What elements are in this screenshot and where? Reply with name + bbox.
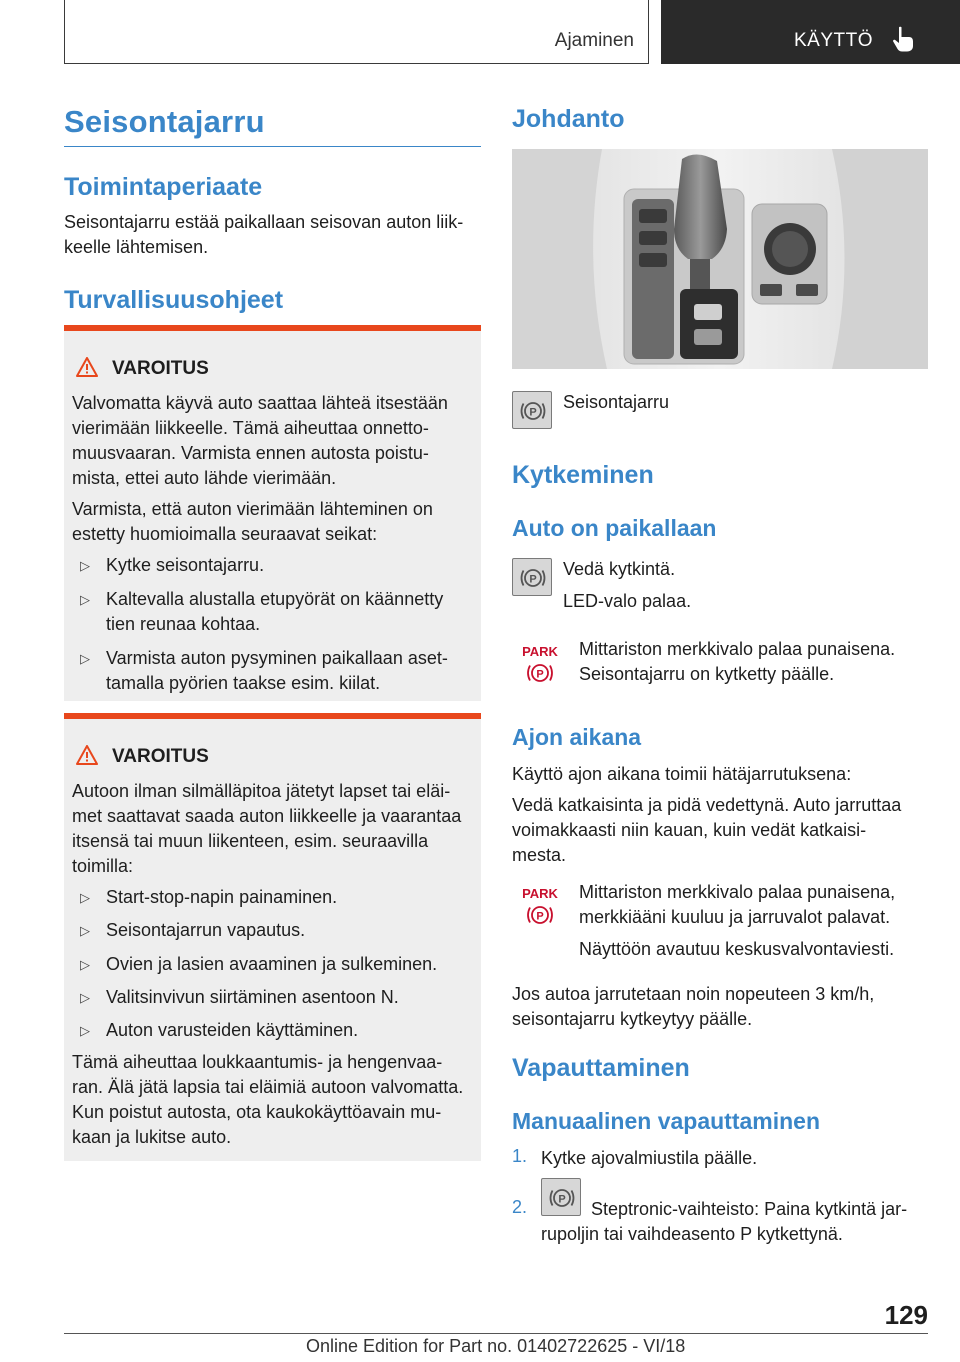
bullet-triangle-icon: ▷ <box>80 890 90 905</box>
warning-triangle-icon <box>76 745 98 765</box>
bullet-triangle-icon: ▷ <box>80 990 90 1005</box>
parking-brake-button-icon <box>512 391 552 429</box>
warning-2-line: itsensä tai muun liikenteen, esim. seuraavilla <box>72 831 429 851</box>
warning-1-title: VAROITUS <box>112 358 209 379</box>
warning-1-line: muusvaaran. Varmista ennen autosta poistu- <box>72 443 429 463</box>
step-2-line: rupoljin tai vaihdeasento P kytkettynä. <box>541 1224 843 1244</box>
list-item-text: Ovien ja lasien avaaminen ja sulkeminen. <box>106 954 438 974</box>
warning-2-line: toimilla: <box>72 856 134 876</box>
list-item-text: Auton varusteiden käyttäminen. <box>106 1020 359 1040</box>
warning-2-title: VAROITUS <box>112 746 209 767</box>
warning-1-line: estetty huomioimalla seuraavat seikat: <box>72 524 378 544</box>
list-item-text: Seisontajarrun vapautus. <box>106 920 306 940</box>
intro-heading: Johdanto <box>512 105 625 133</box>
list-item-text: Kytke seisontajarru. <box>106 555 265 575</box>
warning-1-line: vierimään liikkeelle. Tämä aiheuttaa onnetto- <box>72 418 429 438</box>
warning-triangle-icon <box>76 357 98 377</box>
photo-caption: Seisontajarru <box>563 392 670 412</box>
engage-heading: Kytkeminen <box>512 461 654 489</box>
step-2-line: Steptronic-vaihteisto: Paina kytkintä jar- <box>591 1199 908 1219</box>
bullet-triangle-icon: ▷ <box>80 923 90 938</box>
warning-2-line: Autoon ilman silmälläpitoa jätetyt lapset tai eläi- <box>72 781 451 801</box>
pointing-hand-icon <box>892 26 914 52</box>
list-item-text: Kaltevalla alustalla etupyörät on käännetty <box>106 589 444 609</box>
release-heading: Vapauttaminen <box>512 1054 690 1082</box>
footer-divider <box>64 1333 928 1334</box>
park-text-1-line: Mittariston merkkivalo palaa punaisena. <box>579 639 896 659</box>
park-indicator-icon <box>520 884 560 932</box>
page-number: 129 <box>884 1300 928 1330</box>
svg-text:P: P <box>558 1193 566 1206</box>
stationary-heading: Auto on paikallaan <box>512 515 717 541</box>
stationary-line-1: Vedä kytkintä. <box>563 559 676 579</box>
park-text-3: Näyttöön avautuu keskusvalvontaviesti. <box>579 939 895 959</box>
warning-1-line: Valvomatta käyvä auto saattaa lähteä itsestään <box>72 393 448 413</box>
center-console-illustration <box>512 149 928 369</box>
manual-release-heading: Manuaalinen vapauttaminen <box>512 1108 821 1134</box>
driving-text-2-line: voimakkaasti niin kauan, kuin vedät katkaisi- <box>512 820 867 840</box>
park-text-2-line: Mittariston merkkivalo palaa punaisena, <box>579 882 896 902</box>
warning-box-2 <box>64 713 481 1161</box>
svg-text:P: P <box>536 668 544 681</box>
park-indicator-icon <box>520 642 560 690</box>
header-chapter-label: KÄYTTÖ <box>794 30 874 51</box>
warning-2-line: kaan ja lukitse auto. <box>72 1127 232 1147</box>
principle-heading: Toimintaperiaate <box>64 173 263 201</box>
bullet-triangle-icon: ▷ <box>80 558 90 573</box>
title-divider <box>64 146 481 147</box>
safety-heading: Turvallisuusohjeet <box>64 286 284 314</box>
bullet-triangle-icon: ▷ <box>80 592 90 607</box>
step-1-text: Kytke ajovalmiustila päälle. <box>541 1148 758 1168</box>
step-number: 2. <box>512 1197 528 1217</box>
footer-edition: Online Edition for Part no. 01402722625 - VI/18 <box>306 1336 686 1356</box>
park-text-2-line: merkkiääni kuuluu ja jarruvalot palavat. <box>579 907 891 927</box>
list-item-text: tamalla pyörien taakse esim. kiilat. <box>106 673 381 693</box>
list-item-text: Valitsinvivun siirtäminen asentoon N. <box>106 987 399 1007</box>
warning-1-line: mista, ettei auto lähde vierimään. <box>72 468 337 488</box>
warning-1-line: Varmista, että auton vierimään lähteminen on <box>72 499 433 519</box>
svg-text:P: P <box>536 910 544 923</box>
principle-line-2: keelle lähtemisen. <box>64 237 209 257</box>
header-section-tab <box>64 0 649 64</box>
driving-text-1: Käyttö ajon aikana toimii hätäjarrutuksena: <box>512 764 852 784</box>
principle-line-1: Seisontajarru estää paikallaan seisovan auton liik- <box>64 212 464 232</box>
park-text-1-line: Seisontajarru on kytketty päälle. <box>579 664 835 684</box>
driving-heading: Ajon aikana <box>512 724 642 750</box>
parking-brake-photo <box>512 149 928 369</box>
driving-text-2-line: mesta. <box>512 845 567 865</box>
bullet-triangle-icon: ▷ <box>80 651 90 666</box>
header-chapter-tab <box>661 0 960 64</box>
warning-box-1 <box>64 325 481 701</box>
speed-text-line: seisontajarru kytkeytyy päälle. <box>512 1009 753 1029</box>
parking-brake-button-icon <box>541 1178 581 1216</box>
stationary-line-2: LED-valo palaa. <box>563 591 692 611</box>
list-item-text: tien reunaa kohtaa. <box>106 614 261 634</box>
warning-2-line: Kun poistut autosta, ota kaukokäyttöavain mu- <box>72 1102 442 1122</box>
svg-text:PARK: PARK <box>522 886 558 901</box>
warning-2-line: Tämä aiheuttaa loukkaantumis- ja hengenvaa- <box>72 1052 443 1072</box>
svg-text:P: P <box>529 573 537 586</box>
driving-text-2-line: Vedä katkaisinta ja pidä vedettynä. Auto jarruttaa <box>512 795 902 815</box>
step-number: 1. <box>512 1146 528 1166</box>
list-item-text: Varmista auton pysyminen paikallaan aset- <box>106 648 448 668</box>
header-section-label: Ajaminen <box>554 30 634 51</box>
list-item-text: Start-stop-napin painaminen. <box>106 887 338 907</box>
svg-text:P: P <box>529 406 537 419</box>
parking-brake-button-icon <box>512 558 552 596</box>
warning-2-line: ran. Älä jätä lapsia tai eläimiä autoon valvomatta. <box>72 1077 464 1097</box>
svg-text:PARK: PARK <box>522 644 558 659</box>
bullet-triangle-icon: ▷ <box>80 1023 90 1038</box>
warning-2-line: met saattavat saada auton liikkeelle ja vaarantaa <box>72 806 462 826</box>
bullet-triangle-icon: ▷ <box>80 957 90 972</box>
speed-text-line: Jos autoa jarrutetaan noin nopeuteen 3 km/h, <box>512 984 875 1004</box>
page-title: Seisontajarru <box>64 104 265 139</box>
